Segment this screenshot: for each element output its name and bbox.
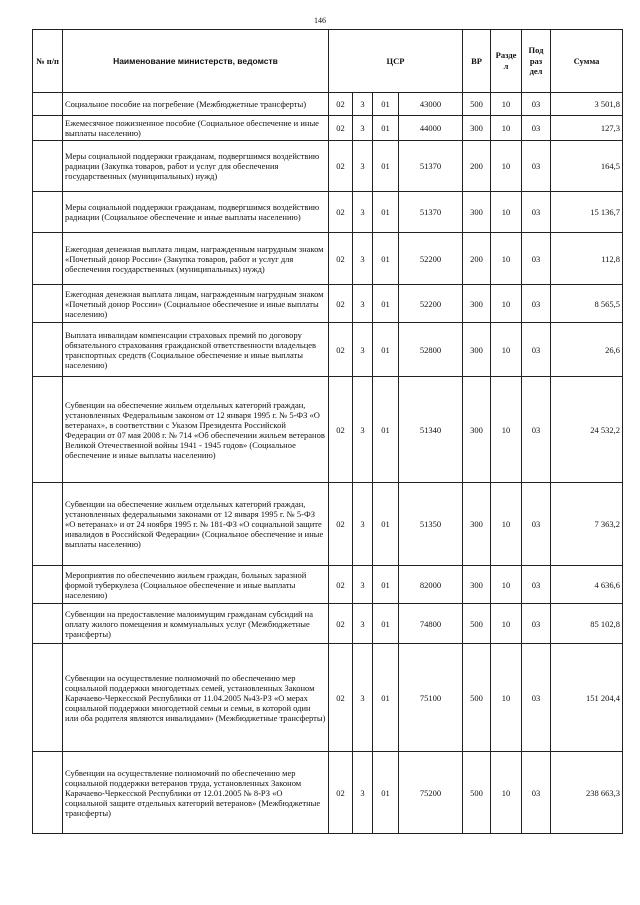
header-podrazdel: Под раз дел <box>522 30 551 93</box>
vr-code: 200 <box>463 141 491 192</box>
row-number-cell <box>33 285 63 323</box>
header-razdel: Разде л <box>491 30 522 93</box>
podrazdel-code: 03 <box>522 483 551 566</box>
row-number-cell <box>33 566 63 604</box>
podrazdel-code: 03 <box>522 192 551 233</box>
csr-part-3: 01 <box>373 644 399 752</box>
csr-part-2: 3 <box>353 93 373 116</box>
row-number-cell <box>33 377 63 483</box>
csr-part-2: 3 <box>353 233 373 285</box>
csr-part-1: 02 <box>329 233 353 285</box>
csr-part-3: 01 <box>373 285 399 323</box>
csr-part-1: 02 <box>329 644 353 752</box>
row-amount: 238 663,3 <box>551 752 623 834</box>
csr-part-3: 01 <box>373 192 399 233</box>
csr-part-4: 74800 <box>399 604 463 644</box>
row-amount: 3 501,8 <box>551 93 623 116</box>
row-name: Ежегодная денежная выплата лицам, награжденным нагрудным знаком «Почетный донор России» (Социальное обеспечение и иные выплаты населению) <box>63 285 329 323</box>
csr-part-4: 51350 <box>399 483 463 566</box>
razdel-code: 10 <box>491 141 522 192</box>
csr-part-1: 02 <box>329 604 353 644</box>
csr-part-3: 01 <box>373 323 399 377</box>
podrazdel-code: 03 <box>522 141 551 192</box>
row-number-cell <box>33 644 63 752</box>
csr-part-1: 02 <box>329 285 353 323</box>
row-name: Субвенции на предоставление малоимущим гражданам субсидий на оплату жилого помещения и коммунальных услуг (Межбюджетные трансферты) <box>63 604 329 644</box>
row-number-cell <box>33 141 63 192</box>
csr-part-3: 01 <box>373 752 399 834</box>
podrazdel-code: 03 <box>522 116 551 141</box>
csr-part-3: 01 <box>373 116 399 141</box>
row-amount: 112,8 <box>551 233 623 285</box>
row-name: Субвенции на осуществление полномочий по обеспечению мер социальной поддержки многодетных семей, установленных Законом Карачаево-Черкесской Республики от 11.04.2005 №43-РЗ «О мерах социальной поддержки многодетной семьи и семьи, в которой один или оба родителя являются инвалидами» (Межбюджетные трансферты) <box>63 644 329 752</box>
csr-part-3: 01 <box>373 93 399 116</box>
razdel-code: 10 <box>491 233 522 285</box>
csr-part-4: 82000 <box>399 566 463 604</box>
razdel-code: 10 <box>491 116 522 141</box>
row-number-cell <box>33 323 63 377</box>
table-row <box>33 644 623 752</box>
csr-part-1: 02 <box>329 377 353 483</box>
table-row <box>33 192 623 233</box>
table-row <box>33 604 623 644</box>
vr-code: 300 <box>463 566 491 604</box>
razdel-code: 10 <box>491 566 522 604</box>
csr-part-2: 3 <box>353 604 373 644</box>
row-name: Субвенции на осуществление полномочий по обеспечению мер социальной поддержки ветеранов труда, установленных Законом Карачаево-Черкесской Республики от 12.01.2005 № 8-РЗ «О социальной защите отдельных категорий ветеранов» (Межбюджетные трансферты) <box>63 752 329 834</box>
razdel-code: 10 <box>491 93 522 116</box>
vr-code: 300 <box>463 192 491 233</box>
header-vr: ВР <box>463 30 491 93</box>
podrazdel-code: 03 <box>522 752 551 834</box>
row-number-cell <box>33 233 63 285</box>
row-amount: 151 204,4 <box>551 644 623 752</box>
csr-part-3: 01 <box>373 141 399 192</box>
csr-part-1: 02 <box>329 323 353 377</box>
row-amount: 15 136,7 <box>551 192 623 233</box>
csr-part-4: 75200 <box>399 752 463 834</box>
razdel-code: 10 <box>491 752 522 834</box>
csr-part-4: 44000 <box>399 116 463 141</box>
table-row <box>33 483 623 566</box>
row-number-cell <box>33 483 63 566</box>
row-amount: 85 102,8 <box>551 604 623 644</box>
podrazdel-code: 03 <box>522 644 551 752</box>
csr-part-4: 52800 <box>399 323 463 377</box>
header-name: Наименование министерств, ведомств <box>63 30 329 93</box>
razdel-code: 10 <box>491 377 522 483</box>
budget-table <box>32 29 623 834</box>
table-row <box>33 93 623 116</box>
vr-code: 300 <box>463 377 491 483</box>
header-csr: ЦСР <box>329 30 463 93</box>
podrazdel-code: 03 <box>522 93 551 116</box>
csr-part-1: 02 <box>329 116 353 141</box>
page-number: 146 <box>314 16 326 25</box>
podrazdel-code: 03 <box>522 285 551 323</box>
csr-part-2: 3 <box>353 141 373 192</box>
csr-part-1: 02 <box>329 141 353 192</box>
table-row <box>33 285 623 323</box>
header-row <box>33 30 623 93</box>
csr-part-4: 43000 <box>399 93 463 116</box>
csr-part-2: 3 <box>353 566 373 604</box>
table-body <box>33 93 623 834</box>
table-row <box>33 566 623 604</box>
vr-code: 300 <box>463 116 491 141</box>
table-row <box>33 141 623 192</box>
row-name: Субвенции на обеспечение жильем отдельных категорий граждан, установленных федеральными законами от 12 января 1995 г. № 5-ФЗ «О ветеранах» и от 24 ноября 1995 г. № 181-ФЗ «О социальной защите инвалидов в Российской Федерации» (Социальное обеспечение и иные выплаты населению) <box>63 483 329 566</box>
csr-part-4: 51370 <box>399 192 463 233</box>
row-amount: 24 532,2 <box>551 377 623 483</box>
row-amount: 164,5 <box>551 141 623 192</box>
table-row <box>33 377 623 483</box>
csr-part-2: 3 <box>353 285 373 323</box>
row-number-cell <box>33 604 63 644</box>
table-row <box>33 233 623 285</box>
row-amount: 127,3 <box>551 116 623 141</box>
vr-code: 200 <box>463 233 491 285</box>
row-name: Меры социальной поддержки гражданам, подвергшимся воздействию радиации (Закупка товаров, работ и услуг для обеспечения государственных (муниципальных) нужд) <box>63 141 329 192</box>
csr-part-1: 02 <box>329 566 353 604</box>
podrazdel-code: 03 <box>522 323 551 377</box>
row-number-cell <box>33 116 63 141</box>
table-row <box>33 752 623 834</box>
podrazdel-code: 03 <box>522 604 551 644</box>
vr-code: 300 <box>463 285 491 323</box>
vr-code: 500 <box>463 644 491 752</box>
row-amount: 7 363,2 <box>551 483 623 566</box>
podrazdel-code: 03 <box>522 233 551 285</box>
razdel-code: 10 <box>491 644 522 752</box>
row-amount: 4 636,6 <box>551 566 623 604</box>
vr-code: 300 <box>463 483 491 566</box>
csr-part-2: 3 <box>353 483 373 566</box>
csr-part-4: 52200 <box>399 285 463 323</box>
header-num: № п/п <box>33 30 63 93</box>
vr-code: 300 <box>463 323 491 377</box>
csr-part-2: 3 <box>353 752 373 834</box>
vr-code: 500 <box>463 93 491 116</box>
csr-part-2: 3 <box>353 323 373 377</box>
csr-part-4: 75100 <box>399 644 463 752</box>
csr-part-1: 02 <box>329 192 353 233</box>
csr-part-4: 51370 <box>399 141 463 192</box>
row-amount: 26,6 <box>551 323 623 377</box>
csr-part-2: 3 <box>353 192 373 233</box>
row-number-cell <box>33 93 63 116</box>
razdel-code: 10 <box>491 323 522 377</box>
table-row <box>33 323 623 377</box>
podrazdel-code: 03 <box>522 377 551 483</box>
csr-part-4: 51340 <box>399 377 463 483</box>
table-row <box>33 116 623 141</box>
row-name: Меры социальной поддержки гражданам, подвергшимся воздействию радиации (Социальное обеспечение и иные выплаты населению) <box>63 192 329 233</box>
row-name: Ежемесячное пожизненное пособие (Социальное обеспечение и иные выплаты населению) <box>63 116 329 141</box>
vr-code: 500 <box>463 752 491 834</box>
row-name: Ежегодная денежная выплата лицам, награжденным нагрудным знаком «Почетный донор России» (Закупка товаров, работ и услуг для обеспечения государственных (муниципальных) нужд) <box>63 233 329 285</box>
row-number-cell <box>33 752 63 834</box>
razdel-code: 10 <box>491 483 522 566</box>
csr-part-3: 01 <box>373 483 399 566</box>
vr-code: 500 <box>463 604 491 644</box>
podrazdel-code: 03 <box>522 566 551 604</box>
row-name: Мероприятия по обеспечению жильем граждан, больных заразной формой туберкулеза (Социальное обеспечение и иные выплаты населению) <box>63 566 329 604</box>
csr-part-3: 01 <box>373 233 399 285</box>
csr-part-3: 01 <box>373 377 399 483</box>
csr-part-1: 02 <box>329 483 353 566</box>
csr-part-3: 01 <box>373 566 399 604</box>
row-name: Субвенции на обеспечение жильем отдельных категорий граждан, установленных Федеральным законом от 12 января 1995 г. № 5-ФЗ «О ветеранах», в соответствии с Указом Президента Российской Федерации от 07 мая 2008 г. № 714 «Об обеспечении жильем ветеранов Великой Отечественной войны 1941 - 1945 годов» (Социальное обеспечение и иные выплаты населению) <box>63 377 329 483</box>
row-name: Социальное пособие на погребение (Межбюджетные трансферты) <box>63 93 329 116</box>
razdel-code: 10 <box>491 604 522 644</box>
row-name: Выплата инвалидам компенсации страховых премий по договору обязательного страхования гражданской ответственности владельцев транспортных средств (Социальное обеспечение и иные выплаты населению) <box>63 323 329 377</box>
csr-part-3: 01 <box>373 604 399 644</box>
row-amount: 8 565,5 <box>551 285 623 323</box>
csr-part-2: 3 <box>353 116 373 141</box>
csr-part-1: 02 <box>329 752 353 834</box>
csr-part-1: 02 <box>329 93 353 116</box>
header-summa: Сумма <box>551 30 623 93</box>
csr-part-4: 52200 <box>399 233 463 285</box>
razdel-code: 10 <box>491 285 522 323</box>
csr-part-2: 3 <box>353 644 373 752</box>
razdel-code: 10 <box>491 192 522 233</box>
csr-part-2: 3 <box>353 377 373 483</box>
row-number-cell <box>33 192 63 233</box>
